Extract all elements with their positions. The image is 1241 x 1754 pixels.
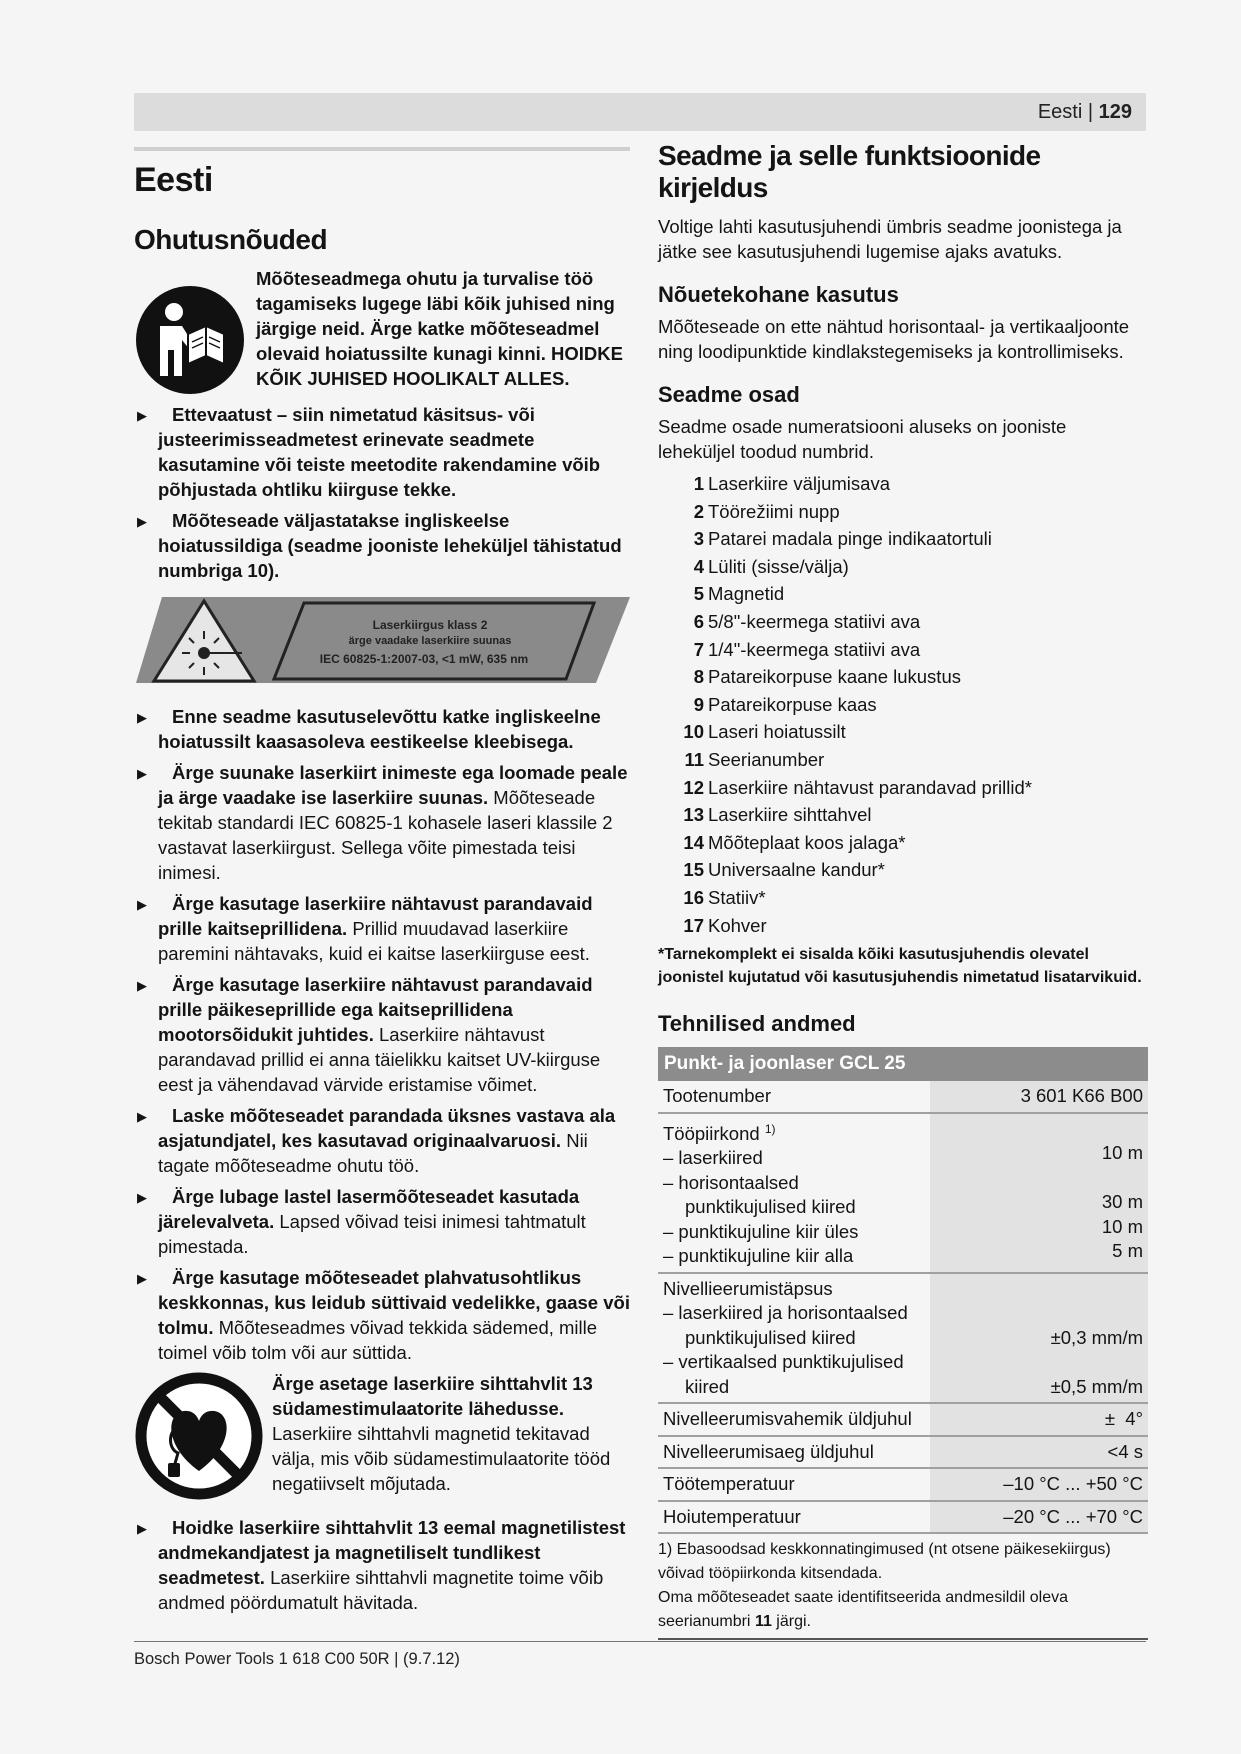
bullet-text: Mõõteseade tekitab standardi IEC 60825-1 kohasele laseri klassile 2 vastavat laserkiirgust. Sellega võite pimestada teisi inimesi. (158, 787, 613, 883)
part-number: 8 (693, 666, 704, 688)
list-item (658, 525, 1146, 553)
sub-label: – punktikujuline kiir alla (663, 1245, 854, 1267)
part-number: 5 (693, 583, 704, 605)
table-row (658, 1081, 1148, 1113)
bullet-icon: ▶ (137, 1521, 147, 1536)
value-line: ±0,3 mm/m (1050, 1326, 1143, 1348)
header-text (1038, 101, 1132, 124)
bullet-text: Nii tagate mõõteseadme ohutu töö. (158, 1130, 588, 1176)
list-item (658, 580, 1146, 608)
table-row (658, 1047, 1148, 1081)
bullet-icon: ▶ (137, 710, 147, 725)
bullet-bold: Ärge kasutage laserkiire nähtavust parandavaid prille päikeseprillide ega kaitseprillidena mootorsõidukit juhtides. (158, 974, 593, 1045)
part-number: 3 (693, 528, 704, 550)
bullet-icon: ▶ (137, 408, 147, 423)
bullet-icon: ▶ (137, 978, 147, 993)
intro-text: Mõõteseadmega ohutu ja turvalise töö tagamiseks lugege läbi kõik juhised ning järgige neid. Ärge katke mõõteseadmel olevaid hoiatussilte kunagi kinni. HOIDKE KÕIK JUHISED HOOLIKALT ALLES. (256, 268, 623, 389)
usage-title: Nõuetekohane kasutus (658, 282, 899, 307)
page-header (134, 93, 1146, 131)
list-item (134, 704, 630, 754)
cell-value (930, 1273, 1148, 1404)
list-item (134, 1103, 630, 1178)
part-number: 10 (683, 721, 704, 743)
table-notes (658, 1534, 1148, 1640)
pacemaker-warning (134, 1371, 630, 1501)
sub-label: – horisontaalsed (663, 1171, 799, 1193)
cell-value: –20 °C ... +70 °C (930, 1501, 1148, 1534)
part-label: Lüliti (sisse/välja) (708, 555, 849, 577)
table-row (658, 1113, 1148, 1273)
pacemaker-body: Laserkiire sihttahvli magnetid tekitavad välja, mis võib südamestimulaatorite tööd negatiivselt mõjutada. (272, 1423, 611, 1494)
list-item (134, 1515, 630, 1615)
part-number: 11 (684, 748, 704, 770)
list-item (134, 1184, 630, 1259)
footnote-1: 1) Ebasoodsad keskkonnatingimused (nt otsene päikesekiirgus) võivad tööpiirkonda kitsendada. (658, 1541, 1111, 1583)
part-number: 7 (693, 638, 704, 660)
footnote-2-number: 11 (754, 1613, 772, 1631)
header-section: Eesti (1037, 101, 1083, 123)
spacer (935, 1117, 1143, 1142)
part-label: Mõõteplaat koos jalaga* (708, 831, 906, 853)
pacemaker-text (272, 1371, 630, 1501)
part-label: Töörežiimi nupp (708, 500, 840, 522)
list-item (658, 498, 1146, 526)
list-item (658, 663, 1146, 691)
bullet-bold: Ettevaatust – siin nimetatud käsitsus- või justeerimisseadmetest erinevate seadmete kasutamine või teiste meetodite rakendamine võib põhjustada ohtliku kiirguse tekke. (158, 404, 601, 500)
bullet-bold: Hoidke laserkiire sihttahvlit 13 eemal magnetilistest andmekandjatest ja magnetiliselt tundlikest seadmetest. (158, 1517, 626, 1588)
part-label: Magnetid (708, 583, 785, 605)
part-label: Patarei madala pinge indikaatortuli (708, 528, 992, 550)
part-number: 9 (693, 693, 704, 715)
list-item (658, 912, 1146, 940)
bullet-text: Mõõteseadmes võivad tekkida sädemed, mille toimel võib tolm või aur süttida. (158, 1317, 598, 1363)
table-row (658, 1468, 1148, 1501)
part-label: Kohver (708, 914, 767, 936)
bullet-bold: Ärge lubage lastel lasermõõteseadet kasutada järelevalveta. (158, 1186, 580, 1232)
list-item (134, 402, 630, 502)
footnote-2-end: järgi. (771, 1613, 811, 1631)
part-number: 17 (683, 914, 704, 936)
list-item (134, 891, 630, 966)
bullet-text: Prillid muudavad laserkiire paremini nähtavaks, kuid ei kaitse laserkiirguse eest. (158, 918, 590, 964)
tech-data-title: Tehnilised andmed (658, 1011, 856, 1037)
bullet-bold: Mõõteseade väljastatakse ingliskeelse hoiatussildiga (seadme jooniste leheküljel tähistatud numbriga 10). (158, 510, 622, 581)
cell-label: Nivelleerumisvahemik üldjuhul (658, 1403, 930, 1436)
cell-label: Nivelleerumisaeg üldjuhul (658, 1436, 930, 1469)
value-line: 10 m (1101, 1142, 1143, 1164)
accessory-note: *Tarnekomplekt ei sisalda kõiki kasutusjuhendis olevatel joonistel kujutatud või kasutusjuhendis nimetatud lisatarvikuid. (658, 946, 1142, 987)
bullet-text: Laserkiire nähtavust parandavad prillid ei anna täielikku kaitset UV-kiirguse eest ja vähendavad värvide eristamise võimet. (158, 1024, 601, 1095)
label-line-2: ärge vaadake laserkiire suunas (348, 635, 512, 647)
part-label: Laseri hoiatussilt (708, 721, 846, 743)
part-number: 14 (683, 831, 704, 853)
part-label: Laserkiire nähtavust parandavad prillid* (708, 776, 1032, 798)
value-line: 5 m (1112, 1240, 1143, 1262)
part-label: Universaalne kandur* (708, 859, 885, 881)
bullet-bold: Ärge kasutage laserkiire nähtavust parandavaid prille kaitseprillidena. (158, 893, 593, 939)
bullet-bold: Laske mõõteseadet parandada üksnes vastava ala asjatundjatel, kes kasutavad originaalvaruosi. (158, 1105, 616, 1151)
bullet-bold: Ärge kasutage mõõteseadet plahvatusohtlikus keskkonnas, kus leidub süttivaid vedelikke, gaase või tolmu. (158, 1267, 630, 1338)
value-line: ±0,5 mm/m (1050, 1375, 1143, 1397)
list-item (658, 746, 1146, 774)
footnote-2-text: Oma mõõteseadet saate identifitseerida andmesildil oleva seerianumbri (658, 1589, 1069, 1631)
part-label: Statiiv* (708, 886, 766, 908)
cell-value: 3 601 K66 B00 (930, 1081, 1148, 1113)
cell-value: ± 4° (930, 1403, 1148, 1436)
read-manual-icon (134, 284, 246, 396)
value-line: 30 m (1101, 1191, 1143, 1213)
list-item (658, 829, 1146, 857)
spacer (935, 1277, 1143, 1302)
list-item (134, 508, 630, 583)
sub-label: kiired (685, 1375, 730, 1397)
part-label: Patareikorpuse kaas (708, 693, 877, 715)
range-footnote-mark: 1) (764, 1121, 776, 1136)
right-column (658, 140, 1146, 1640)
part-number: 16 (683, 886, 704, 908)
list-item (658, 774, 1146, 802)
list-item (134, 972, 630, 1097)
range-label-line (663, 1117, 925, 1147)
bullet-text: Laserkiire sihttahvli magnetite toime võib andmed pöördumatult hävitada. (158, 1567, 604, 1613)
value-line: 10 m (1101, 1215, 1143, 1237)
divider (134, 147, 630, 151)
description-title: Seadme ja selle funktsioonide kirjeldus (658, 140, 1041, 203)
parts-list (658, 470, 1146, 939)
list-item (658, 553, 1146, 581)
spacer (935, 1301, 1143, 1326)
list-item (658, 884, 1146, 912)
part-label: Laserkiire sihttahvel (708, 804, 872, 826)
part-number: 2 (693, 500, 704, 522)
bullet-icon: ▶ (137, 1271, 147, 1286)
bullet-text: Lapsed võivad teisi inimesi tahtmatult pimestada. (158, 1211, 586, 1257)
part-number: 12 (683, 776, 704, 798)
cell-value (930, 1113, 1148, 1273)
bullet-icon: ▶ (137, 897, 147, 912)
left-column (134, 147, 630, 1615)
list-item (134, 1265, 630, 1365)
label-line-1: Laserkiirgus klass 2 (372, 618, 488, 632)
sub-label: – laserkiired (663, 1147, 763, 1169)
part-number: 6 (693, 610, 704, 632)
header-separator: | (1082, 101, 1099, 123)
cell-label: Tootenumber (658, 1081, 930, 1113)
list-item (658, 636, 1146, 664)
spacer (935, 1350, 1143, 1375)
list-item (658, 691, 1146, 719)
part-number: 15 (683, 859, 704, 881)
bullet-icon: ▶ (137, 1109, 147, 1124)
cell-label: Hoiutemperatuur (658, 1501, 930, 1534)
sub-label: punktikujulised kiired (685, 1196, 856, 1218)
sub-label: – punktikujuline kiir üles (663, 1220, 859, 1242)
sub-label: – vertikaalsed punktikujulised (663, 1351, 904, 1373)
part-label: 5/8"-keermega statiivi ava (708, 610, 921, 632)
cell-label (658, 1113, 930, 1273)
table-row (658, 1436, 1148, 1469)
footer-divider (134, 1641, 1146, 1642)
part-label: Patareikorpuse kaane lukustus (708, 666, 961, 688)
list-item (658, 470, 1146, 498)
part-number: 1 (693, 473, 704, 494)
laser-warning-label (134, 595, 630, 692)
label-line-3: IEC 60825-1:2007-03, <1 mW, 635 nm (319, 652, 529, 666)
page-number: 129 (1098, 101, 1132, 123)
spacer (935, 1166, 1143, 1191)
part-label: 1/4"-keermega statiivi ava (708, 638, 921, 660)
part-number: 4 (693, 555, 704, 577)
cell-label: Töötemperatuur (658, 1468, 930, 1501)
cell-label (658, 1273, 930, 1404)
bullet-icon: ▶ (137, 766, 147, 781)
bullet-bold: Enne seadme kasutuselevõttu katke ingliskeelne hoiatussilt kaasasoleva eestikeelse kleebisega. (158, 706, 601, 752)
bullet-icon: ▶ (137, 1190, 147, 1205)
part-number: 13 (683, 804, 704, 826)
sub-label: – laserkiired ja horisontaalsed (663, 1302, 908, 1324)
no-pacemaker-icon (134, 1371, 264, 1501)
usage-text: Mõõteseade on ette nähtud horisontaal- ja vertikaaljoonte ning loodipunktide kindlakstegemiseks ja kontrollimiseks. (658, 316, 1130, 362)
bullet-bold: Ärge suunake laserkiirt inimeste ega loomade peale ja ärge vaadake ise laserkiire suunas. (158, 762, 628, 808)
footnote-2 (658, 1586, 1148, 1634)
parts-intro: Seadme osade numeratsiooni aluseks on jooniste leheküljel toodud numbrid. (658, 416, 1067, 462)
tech-data-table (658, 1047, 1148, 1534)
accuracy-label: Nivellieerumistäpsus (663, 1277, 833, 1299)
page-footer: Bosch Power Tools 1 618 C00 50R | (9.7.12) (134, 1650, 460, 1668)
list-item (658, 718, 1146, 746)
list-item (658, 608, 1146, 636)
cell-value: <4 s (930, 1436, 1148, 1469)
list-item (658, 856, 1146, 884)
safety-title: Ohutusnõuded (134, 224, 328, 255)
table-row (658, 1403, 1148, 1436)
parts-title: Seadme osad (658, 382, 800, 407)
part-label: Seerianumber (708, 748, 825, 770)
language-title: Eesti (134, 161, 213, 199)
cell-value: –10 °C ... +50 °C (930, 1468, 1148, 1501)
bullet-icon: ▶ (137, 514, 147, 529)
list-item (658, 801, 1146, 829)
range-label: Tööpiirkond (663, 1122, 760, 1144)
pacemaker-bold: Ärge asetage laserkiire sihttahvlit 13 südamestimulaatorite lähedusse. (272, 1373, 593, 1419)
sub-label: punktikujulised kiired (685, 1326, 856, 1348)
part-label: Laserkiire väljumisava (708, 473, 890, 494)
description-intro: Voltige lahti kasutusjuhendi ümbris seadme joonistega ja jätke see kasutusjuhendi lugemise ajaks avatuks. (658, 216, 1122, 262)
table-header: Punkt- ja joonlaser GCL 25 (658, 1047, 1148, 1081)
table-row (658, 1273, 1148, 1404)
table-row (658, 1501, 1148, 1534)
list-item (134, 760, 630, 885)
safety-intro (134, 266, 630, 396)
